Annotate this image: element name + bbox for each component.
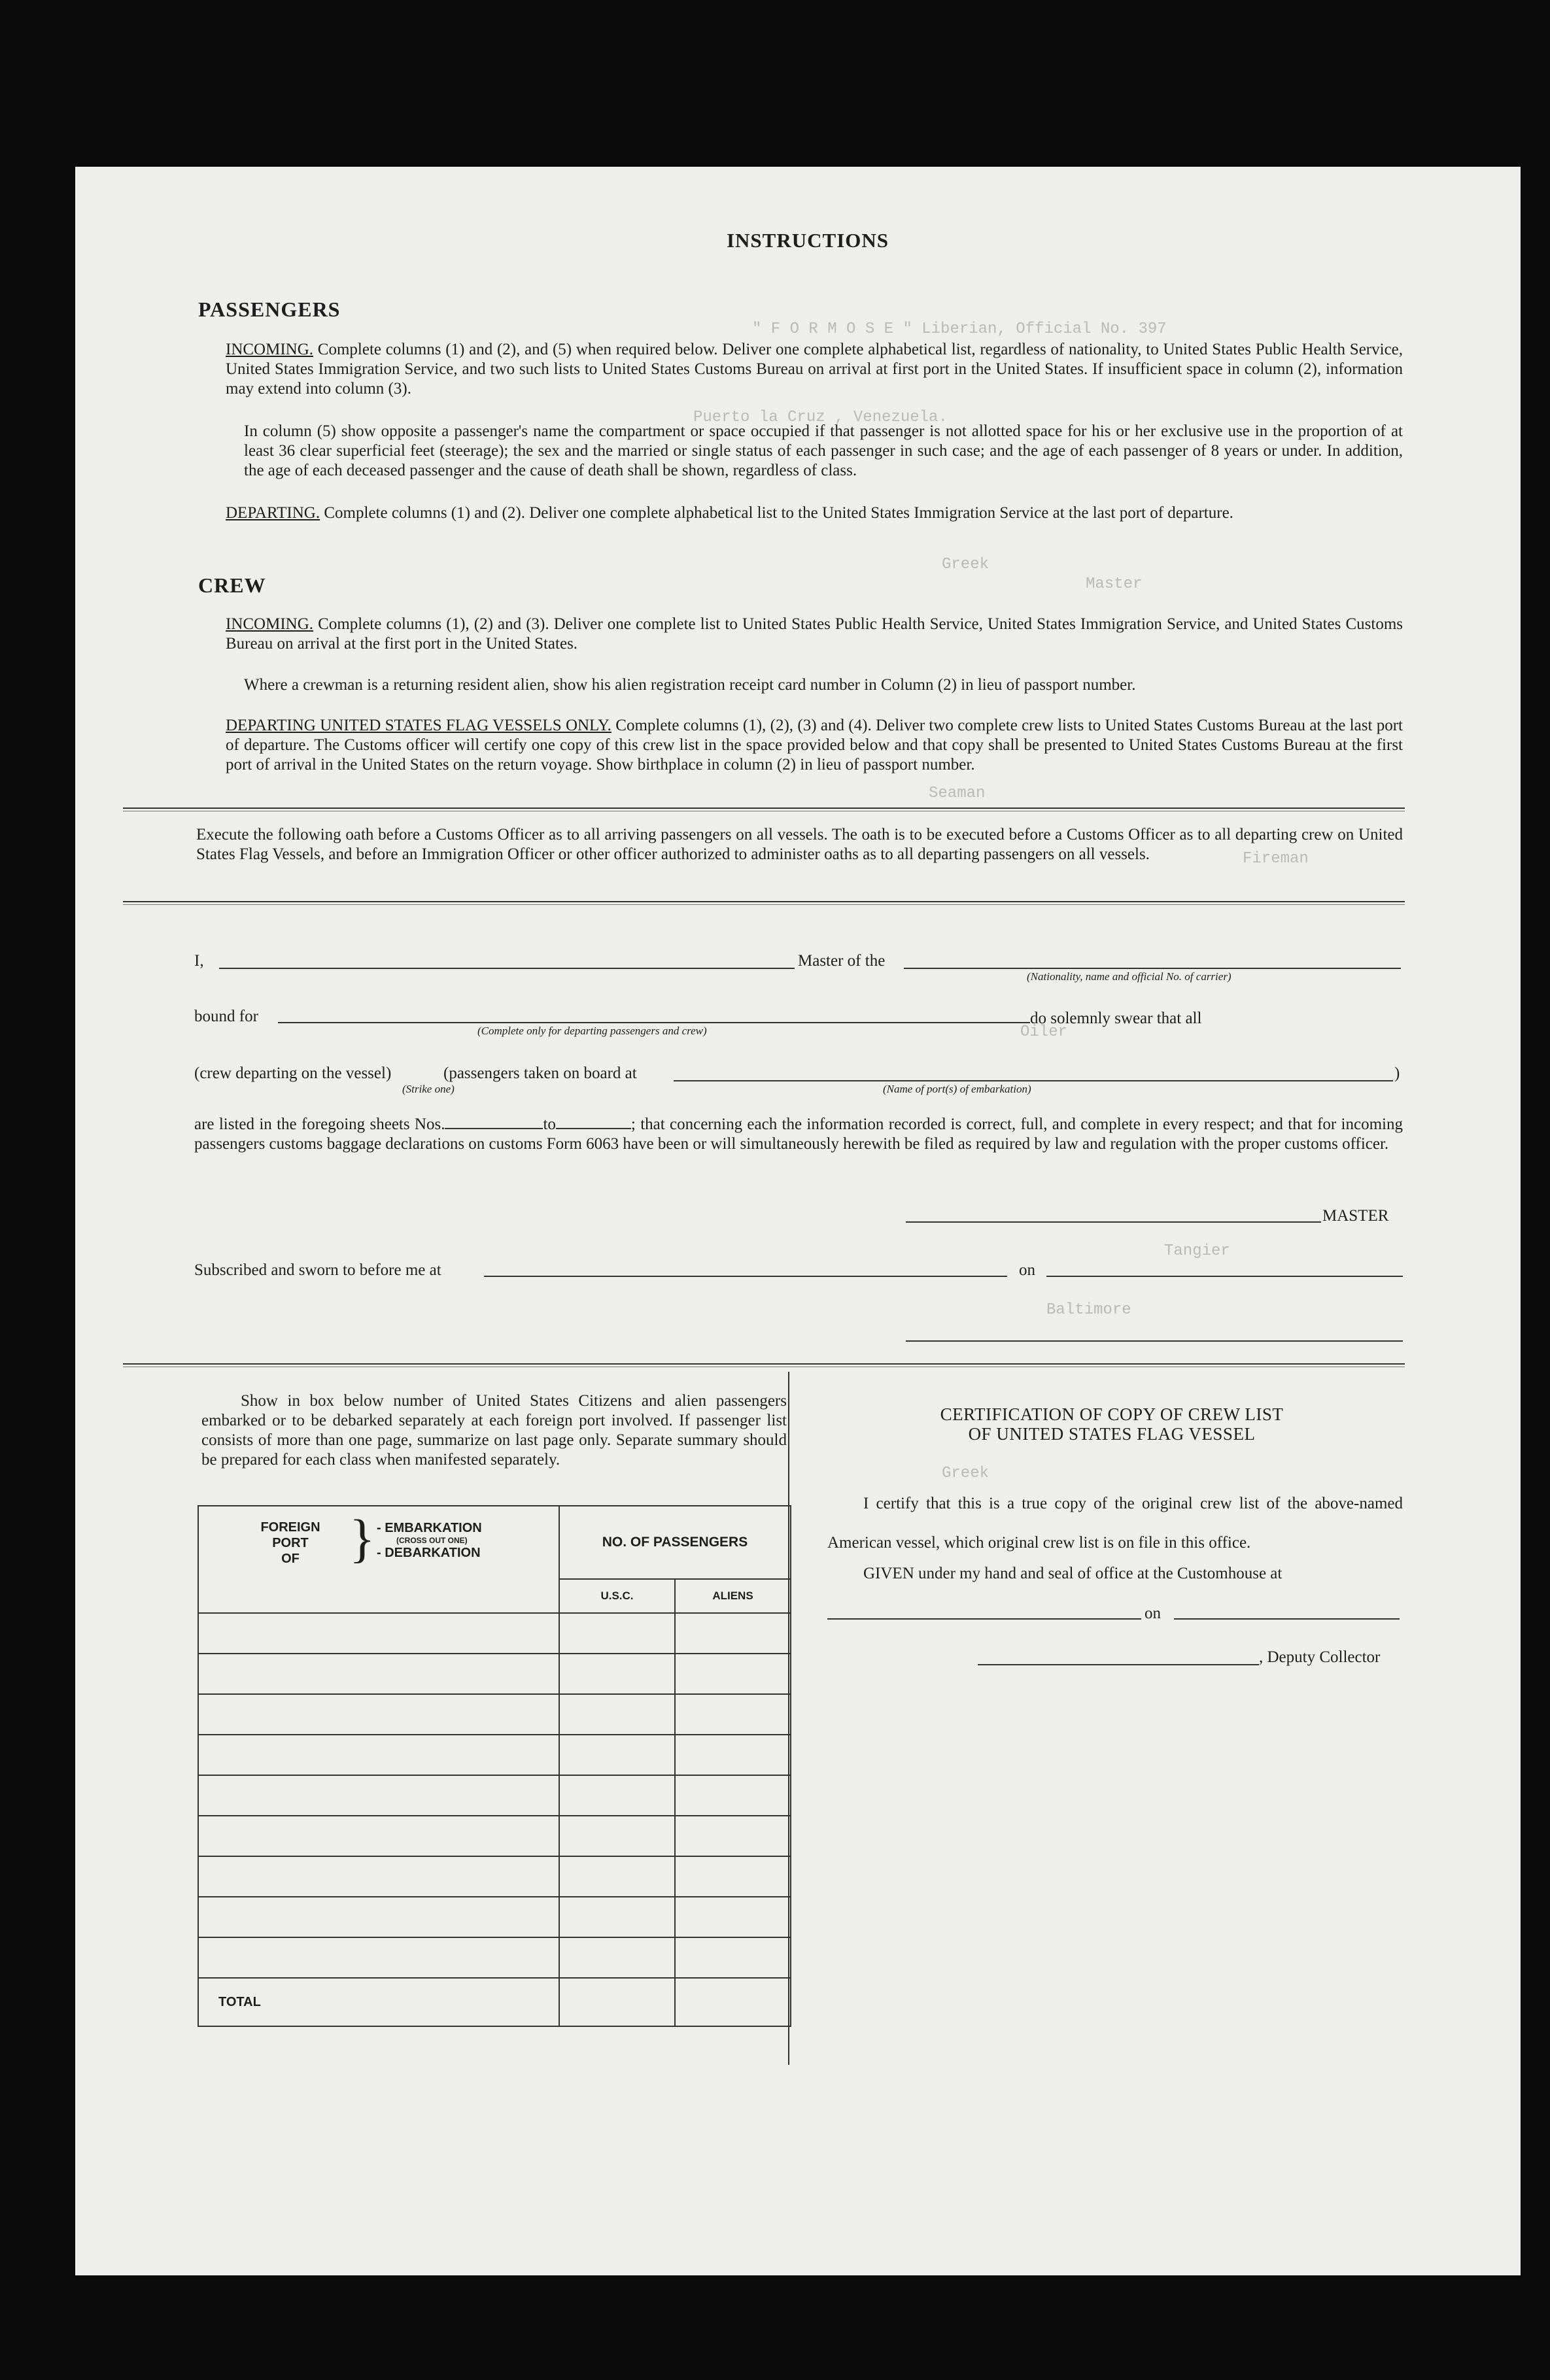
summary-instructions: Show in box below number of United States Citizens and alien passengers embarked or to be debarked separately at each foreign port involved. If passenger list consists of more than one page, summarize on last page only. Separate summary should be prepared for each class when manifested separately.	[201, 1392, 787, 1469]
oath-intro: Execute the following oath before a Customs Officer as to all arriving passengers on all vessels. The oath is to be executed before a Customs Officer as to all departing crew on United States Flag Vessels, and before an Immigration Officer or other officer authorized to administer oaths as to all departing passengers on all vessels.	[196, 826, 1403, 863]
subscribed-place-field[interactable]	[484, 1276, 1007, 1277]
port-label: PORT	[272, 1536, 309, 1550]
bleed-through-header: " F O R M O S E " Liberian, Official No. 397	[752, 320, 1167, 338]
oath-master-of-the: Master of the	[798, 952, 886, 970]
deputy-collector-label: , Deputy Collector	[1259, 1648, 1381, 1666]
deputy-collector-signature-field[interactable]	[978, 1664, 1259, 1665]
aliens-cell[interactable]	[675, 1937, 791, 1978]
usc-cell[interactable]	[559, 1735, 675, 1775]
oath-subscribed: Subscribed and sworn to before me at	[194, 1261, 441, 1279]
crew-incoming-label: INCOMING.	[226, 615, 314, 633]
port-cell[interactable]	[198, 1937, 559, 1978]
crew-departing-paragraph	[226, 716, 1403, 775]
certification-on: on	[1145, 1605, 1161, 1622]
master-signature-field[interactable]	[906, 1221, 1321, 1223]
aliens-cell[interactable]	[675, 1613, 791, 1654]
divider	[123, 904, 1405, 905]
oath-bound-for: bound for	[194, 1008, 258, 1025]
certification-title-2: OF UNITED STATES FLAG VESSEL	[968, 1424, 1256, 1444]
embarkation-label: - EMBARKATION	[377, 1521, 482, 1535]
usc-cell[interactable]	[559, 1897, 675, 1937]
bleed-through-name: Baltimore	[1046, 1301, 1131, 1319]
oath-swear: do solemnly swear that all	[1030, 1010, 1202, 1027]
master-label: MASTER	[1322, 1207, 1389, 1225]
officer-signature-field[interactable]	[906, 1340, 1403, 1342]
passengers-incoming-paragraph	[226, 340, 1403, 399]
port-cell[interactable]	[198, 1816, 559, 1856]
foreign-port-header: FOREIGN PORT OF } - EMBARKATION (CROSS OUT ONE) - DEBARKATION	[198, 1506, 559, 1613]
carrier-caption: (Nationality, name and official No. of carrier)	[1027, 970, 1231, 983]
port-cell[interactable]	[198, 1694, 559, 1735]
crew-departing-label: DEPARTING UNITED STATES FLAG VESSELS ONLY.	[226, 717, 611, 734]
oath-listed-paragraph: are listed in the foregoing sheets Nos. to ; that concerning each the information recorded is correct, full, and complete in every respect; and that for incoming passengers customs baggage declarations on customs Form 6063 have been or will simultaneously herewith be filed as required by law and regulation with the proper customs officer.	[194, 1115, 1403, 1153]
usc-cell[interactable]	[559, 1775, 675, 1816]
usc-total-cell[interactable]	[559, 1978, 675, 2026]
usc-header: U.S.C.	[559, 1579, 675, 1613]
divider	[123, 808, 1405, 809]
port-cell[interactable]	[198, 1613, 559, 1654]
usc-cell[interactable]	[559, 1856, 675, 1897]
usc-cell[interactable]	[559, 1937, 675, 1978]
bleed-through-name: Master	[1086, 575, 1143, 593]
carrier-field[interactable]	[904, 968, 1401, 969]
aliens-cell[interactable]	[675, 1775, 791, 1816]
port-cell[interactable]	[198, 1856, 559, 1897]
divider	[123, 901, 1405, 902]
bleed-through-name: Fireman	[1243, 850, 1309, 868]
aliens-cell[interactable]	[675, 1735, 791, 1775]
aliens-cell[interactable]	[675, 1694, 791, 1735]
bleed-through-name: Seaman	[929, 785, 986, 802]
crew-resident-paragraph: Where a crewman is a returning resident alien, show his alien registration receipt card number in Column (2) in lieu of passport number.	[244, 676, 1136, 694]
usc-cell[interactable]	[559, 1613, 675, 1654]
passengers-incoming-text: Complete columns (1) and (2), and (5) when required below. Deliver one complete alphabetical list, regardless of nationality, to United States Public Health Service, United States Immigration Service, and two such lists to United States Customs Bureau on arrival at first port in the United States. If insufficient space in column (2), information may extend into column (3).	[226, 341, 1404, 398]
divider	[123, 1363, 1405, 1365]
ports-caption: (Name of port(s) of embarkation)	[883, 1083, 1031, 1095]
crew-heading: CREW	[198, 573, 266, 597]
passengers-incoming-label: INCOMING.	[226, 341, 314, 358]
port-cell[interactable]	[198, 1897, 559, 1937]
bleed-through-name: Tangier	[1164, 1242, 1230, 1260]
of-label: OF	[281, 1552, 300, 1566]
bound-for-caption: (Complete only for departing passengers and crew)	[477, 1025, 707, 1037]
aliens-total-cell[interactable]	[675, 1978, 791, 2026]
oath-on: on	[1019, 1261, 1035, 1279]
master-name-field[interactable]	[219, 968, 795, 969]
certification-given: GIVEN under my hand and seal of office at the Customhouse at	[863, 1565, 1283, 1582]
no-passengers-header: NO. OF PASSENGERS	[559, 1506, 791, 1579]
crew-incoming-text: Complete columns (1), (2) and (3). Deliver one complete list to United States Public Health Service, United States Immigration Service, and United States Customs Bureau on arrival at the first port in the United States.	[226, 615, 1404, 653]
passengers-heading: PASSENGERS	[198, 298, 341, 321]
bleed-through-name: Greek	[942, 1465, 990, 1482]
passengers-departing-paragraph	[226, 503, 1403, 523]
cross-out-label: (CROSS OUT ONE)	[396, 1536, 468, 1545]
customhouse-field[interactable]	[827, 1618, 1141, 1620]
port-cell[interactable]	[198, 1654, 559, 1694]
passengers-column5-paragraph: In column (5) show opposite a passenger's name the compartment or space occupied if that passenger is not allotted space for his or her exclusive use in the proportion of at least 36 clear superficial feet (steerage); the sex and the married or single status of each passenger in such case; and the age of each passenger of 8 years or under. In addition, the age of each deceased passenger and the cause of death shall be shown, regardless of class.	[244, 422, 1403, 479]
bleed-through-name: Oiler	[1020, 1023, 1068, 1041]
debarkation-label: - DEBARKATION	[377, 1546, 481, 1560]
aliens-header: ALIENS	[675, 1579, 791, 1613]
page-title: INSTRUCTIONS	[726, 229, 889, 252]
oath-passengers-taken: (passengers taken on board at	[443, 1064, 637, 1082]
port-cell[interactable]	[198, 1775, 559, 1816]
passengers-departing-label: DEPARTING.	[226, 504, 320, 522]
bleed-through-name: Greek	[942, 556, 990, 573]
column-divider	[788, 1372, 789, 2065]
total-label: TOTAL	[198, 1978, 559, 2026]
bleed-through-port: Puerto la Cruz , Venezuela.	[693, 409, 948, 426]
aliens-cell[interactable]	[675, 1897, 791, 1937]
strike-one-caption: (Strike one)	[402, 1083, 455, 1095]
oath-crew-departing: (crew departing on the vessel)	[194, 1064, 392, 1082]
passenger-summary-table	[198, 1505, 791, 2027]
aliens-cell[interactable]	[675, 1816, 791, 1856]
certification-date-field[interactable]	[1174, 1618, 1400, 1620]
usc-cell[interactable]	[559, 1694, 675, 1735]
crew-incoming-paragraph	[226, 615, 1403, 654]
embarkation-ports-field[interactable]	[674, 1080, 1393, 1081]
oath-close-paren: )	[1394, 1064, 1400, 1082]
certification-text: I certify that this is a true copy of the original crew list of the above-named American vessel, which original crew list is on file in this office.	[827, 1495, 1403, 1552]
certification-title-1: CERTIFICATION OF COPY OF CREW LIST	[940, 1404, 1284, 1424]
usc-cell[interactable]	[559, 1816, 675, 1856]
subscribed-date-field[interactable]	[1046, 1276, 1403, 1277]
usc-cell[interactable]	[559, 1654, 675, 1694]
port-cell[interactable]	[198, 1735, 559, 1775]
passengers-departing-text: Complete columns (1) and (2). Deliver one complete alphabetical list to the United States Immigration Service at the last port of departure.	[324, 504, 1233, 522]
oath-i: I,	[194, 952, 204, 970]
foreign-label: FOREIGN	[260, 1520, 320, 1535]
aliens-cell[interactable]	[675, 1654, 791, 1694]
bound-for-field[interactable]	[278, 1022, 1030, 1023]
aliens-cell[interactable]	[675, 1856, 791, 1897]
crew-departing-text: Complete columns (1), (2), (3) and (4). Deliver two complete crew lists to United States Customs Bureau at the last port of departure. The Customs officer will certify one copy of this crew list in the space provided below and that copy shall be presented to United States Customs Bureau at the first port of arrival in the United States on the return voyage. Show birthplace in column (2) in lieu of passport number.	[226, 717, 1404, 774]
